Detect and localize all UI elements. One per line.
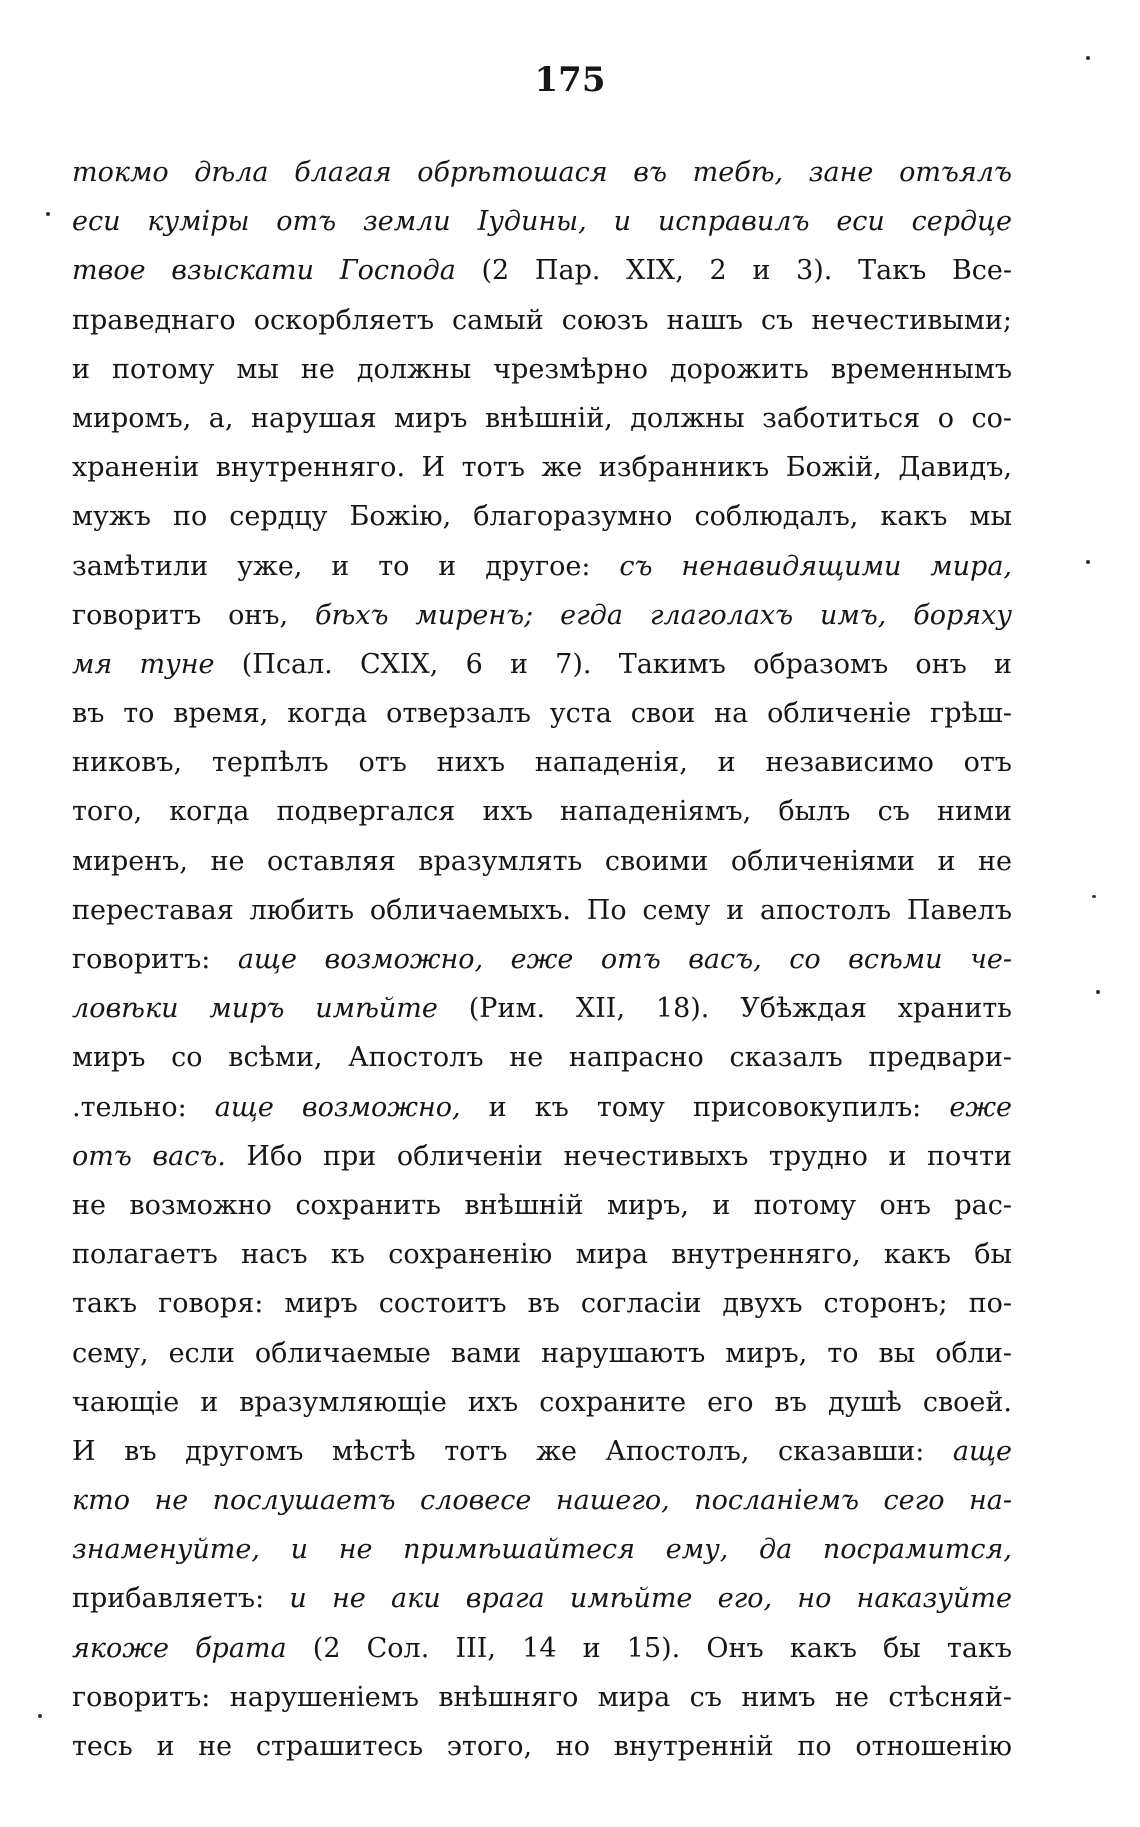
print-speck xyxy=(38,1714,42,1718)
text-line xyxy=(72,1427,1012,1476)
text-segment: замѣтили уже, и то и другое: xyxy=(72,550,620,582)
text-segment: говоритъ онъ, xyxy=(72,599,315,631)
text-segment: переставая любить обличаемыхъ. По сему и апостолъ Павелъ xyxy=(72,894,1012,926)
text-line xyxy=(72,837,1012,886)
text-line xyxy=(72,394,1012,443)
italic-quote: отъ васъ. xyxy=(72,1140,226,1172)
text-segment: (2 Пар. XIX, 2 и 3). Такъ Все- xyxy=(455,255,1012,287)
text-line xyxy=(72,542,1012,591)
italic-quote: еси кумiры отъ земли Iудины, и исправилъ еси сердце xyxy=(72,206,1012,238)
italic-quote: мя туне xyxy=(72,648,215,680)
print-speck xyxy=(1086,560,1090,564)
italic-quote: съ ненавидящими мира, xyxy=(619,550,1012,582)
text-segment: миръ со всѣми, Апостолъ не напрасно сказалъ предвари- xyxy=(72,1042,1012,1074)
text-line xyxy=(72,296,1012,345)
italic-quote: и не аки врага имѣйте его, но наказуйте xyxy=(289,1583,1012,1615)
text-line xyxy=(72,1574,1012,1623)
text-line xyxy=(72,1378,1012,1427)
text-segment: миромъ, а, нарушая миръ внѣшнiй, должны заботиться о со- xyxy=(72,402,1012,434)
text-line xyxy=(72,1181,1012,1230)
text-line xyxy=(72,1722,1012,1771)
italic-quote: аще возможно, xyxy=(214,1091,461,1123)
text-segment: миренъ, не оставляя вразумлять своими обличенiями и не xyxy=(72,845,1012,877)
text-segment: Ибо при обличенiи нечестивыхъ трудно и почти xyxy=(225,1140,1012,1172)
text-segment: прибавляетъ: xyxy=(72,1583,290,1615)
print-speck xyxy=(1096,990,1100,994)
text-segment: такъ говоря: миръ состоитъ въ согласiи двухъ сторонъ; по- xyxy=(72,1288,1012,1320)
page-number: 175 xyxy=(534,60,606,100)
italic-quote: аще xyxy=(952,1435,1012,1467)
body-text xyxy=(72,148,1012,1771)
text-line xyxy=(72,886,1012,935)
italic-quote: еже xyxy=(949,1091,1012,1123)
text-segment: и потому мы не должны чрезмѣрно дорожить временнымъ xyxy=(72,353,1012,385)
text-line xyxy=(72,984,1012,1033)
italic-quote: кто не послушаетъ словесе нашего, посланiемъ сего на- xyxy=(72,1485,1012,1517)
text-segment: никовъ, терпѣлъ отъ нихъ нападенiя, и независимо отъ xyxy=(72,747,1012,779)
text-line xyxy=(72,1033,1012,1082)
text-segment: и къ тому присовокупилъ: xyxy=(460,1091,950,1123)
text-line xyxy=(72,1329,1012,1378)
text-line xyxy=(72,148,1012,197)
text-segment: не возможно сохранить внѣшнiй миръ, и потому онъ рас- xyxy=(72,1189,1012,1221)
italic-quote: якоже брата xyxy=(72,1632,287,1664)
text-segment: того, когда подвергался ихъ нападенiямъ, былъ съ ними xyxy=(72,796,1012,828)
text-line xyxy=(72,345,1012,394)
italic-quote: ловѣки миръ имѣйте xyxy=(72,993,438,1025)
text-segment: (Рим. XII, 18). Убѣждая хранить xyxy=(437,993,1012,1025)
print-speck xyxy=(1086,56,1090,60)
text-line xyxy=(72,1673,1012,1722)
text-line xyxy=(72,246,1012,295)
text-line xyxy=(72,787,1012,836)
text-segment: (Псал. CXIX, 6 и 7). Такимъ образомъ онъ и xyxy=(214,648,1012,680)
italic-quote: бѣхъ миренъ; егда глаголахъ имъ, боряху xyxy=(314,599,1012,631)
text-segment: говоритъ: нарушенiемъ внѣшняго мира съ нимъ не стѣсняй- xyxy=(72,1681,1012,1713)
text-segment: (2 Сол. III, 14 и 15). Онъ какъ бы такъ xyxy=(286,1632,1012,1664)
text-line xyxy=(72,738,1012,787)
text-line xyxy=(72,689,1012,738)
text-segment: И въ другомъ мѣстѣ тотъ же Апостолъ, сказавши: xyxy=(72,1435,953,1467)
italic-quote: токмо дѣла благая обрѣтошася въ тебѣ, зане отъялъ xyxy=(72,157,1012,188)
text-line xyxy=(72,443,1012,492)
text-line xyxy=(72,591,1012,640)
text-line xyxy=(72,640,1012,689)
text-line xyxy=(72,1083,1012,1132)
text-line xyxy=(72,197,1012,246)
text-line xyxy=(72,492,1012,541)
text-segment: сему, если обличаемые вами нарушаютъ миръ, то вы обли- xyxy=(72,1337,1012,1369)
text-segment: мужъ по сердцу Божiю, благоразумно соблюдалъ, какъ мы xyxy=(72,501,1012,533)
text-line xyxy=(72,1476,1012,1525)
text-line xyxy=(72,1132,1012,1181)
italic-quote: знаменуйте, и не примѣшайтеся ему, да посрамится, xyxy=(72,1534,1012,1566)
text-segment: тесь и не страшитесь этого, но внутреннiй по отношенiю xyxy=(72,1731,1012,1762)
text-segment: .тельно: xyxy=(72,1091,215,1123)
text-line xyxy=(72,1525,1012,1574)
text-line xyxy=(72,935,1012,984)
text-segment: говоритъ: xyxy=(72,944,238,975)
text-line xyxy=(72,1279,1012,1328)
text-segment: въ то время, когда отверзалъ уста свои на обличенiе грѣш- xyxy=(72,698,1012,730)
italic-quote: твое взыскати Господа xyxy=(72,255,456,287)
text-segment: чающiе и вразумляющiе ихъ сохраните его въ душѣ своей. xyxy=(72,1386,1012,1418)
text-segment: храненiи внутренняго. И тотъ же избранникъ Божiй, Давидъ, xyxy=(72,452,1012,484)
text-line xyxy=(72,1624,1012,1673)
text-segment: полагаетъ насъ къ сохраненiю мира внутренняго, какъ бы xyxy=(72,1239,1012,1271)
text-segment: праведнаго оскорбляетъ самый союзъ нашъ съ нечестивыми; xyxy=(72,304,1012,336)
print-speck xyxy=(1092,895,1096,898)
italic-quote: аще возможно, еже отъ васъ, со всѣми че- xyxy=(237,944,1012,975)
text-line xyxy=(72,1230,1012,1279)
print-speck xyxy=(46,212,50,216)
